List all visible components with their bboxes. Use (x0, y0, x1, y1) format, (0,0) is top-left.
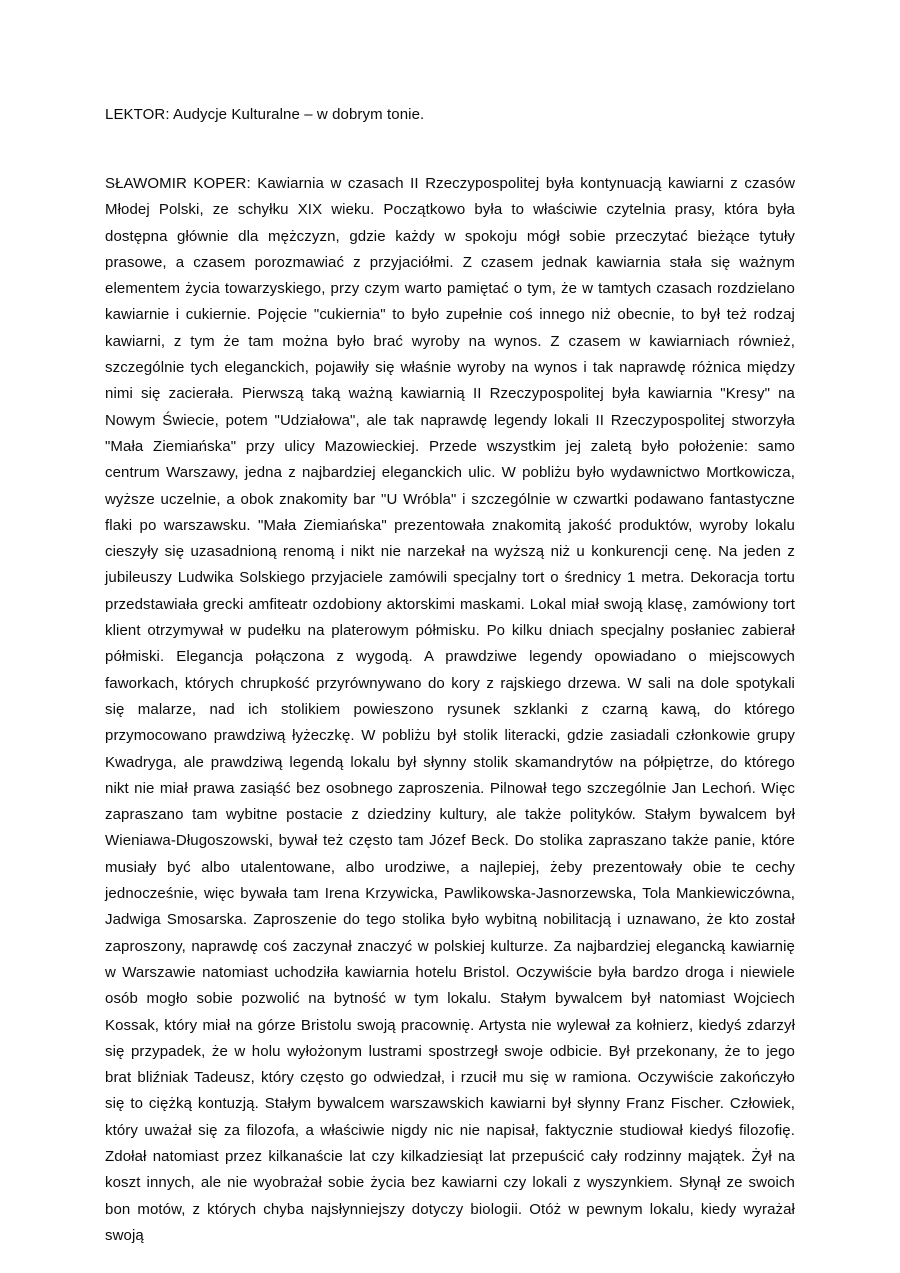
lektor-line: LEKTOR: Audycje Kulturalne – w dobrym tonie. (105, 106, 425, 123)
transcript-paragraph: SŁAWOMIR KOPER: Kawiarnia w czasach II Rzeczypospolitej była kontynuacją kawiarni z czasów Młodej Polski, ze schyłku XIX wieku. Początkowo była to właściwie czytelnia prasy, która była dostępna głównie dla mężczyzn, gdzie każdy w spokoju mógł sobie przeczytać bieżące tytuły prasowe, a czasem porozmawiać z przyjaciółmi. Z czasem jednak kawiarnia stała się ważnym elementem życia towarzyskiego, przy czym warto pamiętać o tym, że w tamtych czasach rozdzielano kawiarnie i cukiernie. Pojęcie "cukiernia" to było zupełnie coś innego niż obecnie, to był też rodzaj kawiarni, z tym że tam można było brać wyroby na wynos. Z czasem w kawiarniach również, szczególnie tych eleganckich, pojawiły się właśnie wyroby na wynos i tak naprawdę różnica między nimi się zacierała. Pierwszą taką ważną kawiarnią II Rzeczypospolitej była kawiarnia "Kresy" na Nowym Świecie, potem "Udziałowa", ale tak naprawdę legendy lokali II Rzeczypospolitej stworzyła "Mała Ziemiańska" przy ulicy Mazowieckiej. Przede wszystkim jej zaletą było położenie: samo centrum Warszawy, jedna z najbardziej eleganckich ulic. W pobliżu było wydawnictwo Mortkowicza, wyższe uczelnie, a obok znakomity bar "U Wróbla" i szczególnie w czwartki podawano fantastyczne flaki po warszawsku. "Mała Ziemiańska" prezentowała znakomitą jakość produktów, wyroby lokalu cieszyły się uzasadnioną renomą i nikt nie narzekał na wyższą niż u konkurencji cenę. Na jeden z jubileuszy Ludwika Solskiego przyjaciele zamówili specjalny tort o średnicy 1 metra. Dekoracja tortu przedstawiała grecki amfiteatr ozdobiony aktorskimi maskami. Lokal miał swoją klasę, zamówiony tort klient otrzymywał w pudełku na platerowym półmisku. Po kilku dniach specjalny posłaniec zabierał półmiski. Elegancja połączona z wygodą. A prawdziwe legendy opowiadano o miejscowych faworkach, których chrupkość przyrównywano do kory z rajskiego drzewa. W sali na dole spotykali się malarze, nad ich stolikiem powieszono rysunek szklanki z czarną kawą, do którego przymocowano prawdziwą łyżeczkę. W pobliżu był stolik literacki, gdzie zasiadali członkowie grupy Kwadryga, ale prawdziwą legendą lokalu był słynny stolik skamandrytów na półpiętrze, do którego nikt nie miał prawa zasiąść bez osobnego zaproszenia. Pilnował tego szczególnie Jan Lechoń. Więc zapraszano tam wybitne postacie z dziedziny kultury, ale także polityków. Stałym bywalcem był Wieniawa-Długoszowski, bywał też często tam Józef Beck. Do stolika zapraszano także panie, które musiały być albo utalentowane, albo urodziwe, a najlepiej, żeby prezentowały obie te cechy jednocześnie, więc bywała tam Irena Krzywicka, Pawlikowska-Jasnorzewska, Tola Mankiewiczówna, Jadwiga Smosarska. Zaproszenie do tego stolika było wybitną nobilitacją i uznawano, że kto został zaproszony, naprawdę coś zaczynał znaczyć w polskiej kulturze. Za najbardziej elegancką kawiarnię w Warszawie natomiast uchodziła kawiarnia hotelu Bristol. Oczywiście była bardzo droga i niewiele osób mogło sobie pozwolić na bytność w tym lokalu. Stałym bywalcem był natomiast Wojciech Kossak, który miał na górze Bristolu swoją pracownię. Artysta nie wylewał za kołnierz, kiedyś zdarzył się przypadek, że w holu wyłożonym lustrami spostrzegł swoje odbicie. Był przekonany, że to jego brat bliźniak Tadeusz, który często go odwiedzał, i rzucił mu się w ramiona. Oczywiście zakończyło się to ciężką kontuzją. Stałym bywalcem warszawskich kawiarni był słynny Franz Fischer. Człowiek, który uważał się za filozofa, a właściwie nigdy nic nie napisał, faktycznie studiował kiedyś filozofię. Zdołał natomiast przez kilkanaście lat czy kilkadziesiąt lat przepuścić cały rodzinny majątek. Żył na koszt innych, ale nie wyobrażał sobie życia bez kawiarni czy lokali z wyszynkiem. Słynął ze swoich bon motów, z których chyba najsłynniejszy dotyczy biologii. Otóż w pewnym lokalu, kiedy wyrażał swoją (105, 175, 795, 1244)
